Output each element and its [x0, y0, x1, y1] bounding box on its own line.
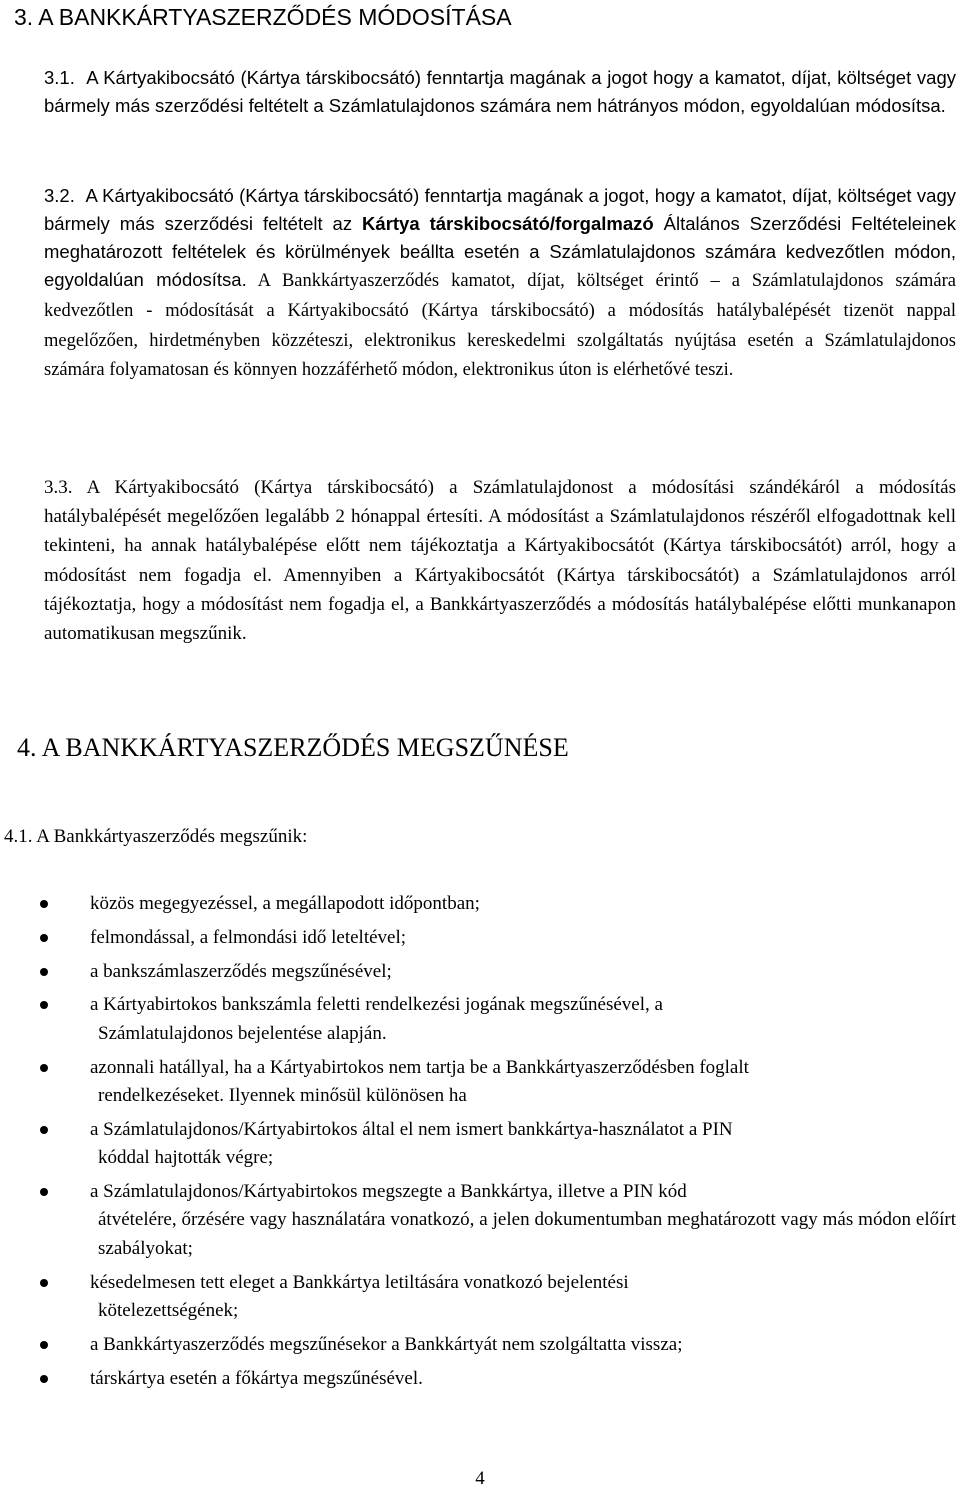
- paragraph-number: 3.2.: [44, 185, 75, 206]
- list-item: [0, 924, 960, 952]
- list-item: [0, 1054, 960, 1111]
- section-3-heading: 3. A BANKKÁRTYASZERZŐDÉS MÓDOSÍTÁSA: [14, 4, 512, 30]
- list-item: [0, 991, 960, 1048]
- list-item-text: a bankszámlaszerződés megszűnésével;: [90, 960, 392, 982]
- list-item-continuation: kóddal hajtották végre;: [98, 1147, 274, 1169]
- bullet-icon: [40, 1279, 48, 1287]
- section-4-heading: 4. A BANKKÁRTYASZERZŐDÉS MEGSZŰNÉSE: [17, 733, 569, 762]
- list-item-continuation: rendelkezéseket. Ilyennek minősül különösen ha: [98, 1085, 467, 1106]
- paragraph-bold-term: Kártya társkibocsátó/forgalmazó: [362, 212, 654, 234]
- list-item-continuation: Számlatulajdonos bejelentése alapján.: [98, 1022, 387, 1044]
- list-item-text: közös megegyezéssel, a megállapodott időpontban;: [90, 893, 480, 914]
- bullet-icon: [40, 1064, 48, 1072]
- paragraph-text: A Kártyakibocsátó (Kártya társkibocsátó) a Számlatulajdonost a módosítási szándékáról a módosítás hatálybalépését megelőzően legalább 2 hónappal értesíti. A módosítást a Számlatulajdonos részéről elfogadottnak kell tekinteni, ha annak hatálybalépése előtt nem tájékoztatja a Kártyakibocsátót (Kártya társkibocsátót) arról, hogy a módosítást nem fogadja el. Amennyiben a Kártyakibocsátót (Kártya társkibocsátót) a Számlatulajdonos arról tájékoztatja, hogy a módosítást nem fogadja el, a Bankkártyaszerződés a módosítás hatálybalépése előtti munkanapon automatikusan megszűnik.: [44, 477, 956, 645]
- paragraph-4-1: 4.1. A Bankkártyaszerződés megszűnik:: [4, 826, 308, 847]
- paragraph-3-2: [44, 182, 956, 385]
- bullet-icon: [40, 1126, 48, 1134]
- paragraph-3-3: [44, 473, 956, 648]
- bullet-icon: [40, 934, 48, 942]
- paragraph-text: Általános Szerződési Feltételeinek meghatározott feltételek és körülmények beállta esetén a Számlatulajdonos számára kedvezőtlen módon, egyoldalúan módosítsa.: [44, 212, 957, 290]
- list-item-text: a Bankkártyaszerződés megszűnésekor a Bankkártyát nem szolgáltatta vissza;: [90, 1333, 683, 1355]
- bullet-icon: [40, 1001, 48, 1009]
- paragraph-text-serif: A Bankkártyaszerződés kamatot, díjat, költséget érintő – a Számlatulajdonos számára kedvezőtlen - módosítását a Kártyakibocsátó (Kártya társkibocsátó) a módosítás hatálybalépését tizenöt nappal megelőzően, hirdetményben közzéteszi, elektronikus kereskedelmi szolgáltatás nyújtása esetén a Számlatulajdonos számára folyamatosan és könnyen hozzáférhető módon, elektronikus úton is elérhetővé teszi.: [44, 270, 956, 381]
- list-item: [0, 958, 960, 986]
- bullet-icon: [40, 1188, 48, 1196]
- list-item-text: a Számlatulajdonos/Kártyabirtokos megszegte a Bankkártya, illetve a PIN kód: [90, 1181, 687, 1202]
- list-item: [0, 890, 960, 918]
- bullet-icon: [40, 968, 48, 976]
- page-number: 4: [475, 1468, 485, 1489]
- list-item: [0, 1178, 960, 1263]
- list-item: [0, 1116, 960, 1173]
- paragraph-text: A Kártyakibocsátó (Kártya társkibocsátó) fenntartja magának a jogot, hogy a kamatot, díjat, költséget vagy bármely más szerződési feltételt az: [44, 185, 956, 234]
- termination-list: [0, 890, 960, 1398]
- paragraph-3-1: [44, 64, 956, 120]
- list-item-continuation: átvételére, őrzésére vagy használatára vonatkozó, a jelen dokumentumban meghatározott vagy más módon előírt szabályokat;: [98, 1209, 956, 1259]
- paragraph-text: A Kártyakibocsátó (Kártya társkibocsátó) fenntartja magának a jogot hogy a kamatot, díjat, költséget vagy bármely más szerződési feltételt a Számlatulajdonos számára nem hátrányos módon, egyoldalúan módosítsa.: [44, 67, 956, 116]
- paragraph-number: 3.3.: [44, 477, 73, 498]
- bullet-icon: [40, 900, 48, 908]
- list-item-continuation: kötelezettségének;: [98, 1300, 239, 1322]
- list-item-text: késedelmesen tett eleget a Bankkártya letiltására vonatkozó bejelentési: [90, 1271, 629, 1293]
- bullet-icon: [40, 1375, 48, 1383]
- paragraph-number: 3.1.: [44, 67, 75, 88]
- list-item-text: azonnali hatállyal, ha a Kártyabirtokos nem tartja be a Bankkártyaszerződésben foglalt: [90, 1056, 749, 1078]
- list-item: [0, 1331, 960, 1359]
- list-item-text: felmondással, a felmondási idő leteltével;: [90, 926, 407, 948]
- list-item-text: a Számlatulajdonos/Kártyabirtokos által el nem ismert bankkártya-használatot a PIN: [90, 1118, 733, 1140]
- list-item-text: a Kártyabirtokos bankszámla feletti rendelkezési jogának megszűnésével, a: [90, 994, 663, 1016]
- list-item: [0, 1365, 960, 1393]
- list-item-text: társkártya esetén a főkártya megszűnésével.: [90, 1367, 423, 1389]
- list-item: [0, 1269, 960, 1326]
- bullet-icon: [40, 1341, 48, 1349]
